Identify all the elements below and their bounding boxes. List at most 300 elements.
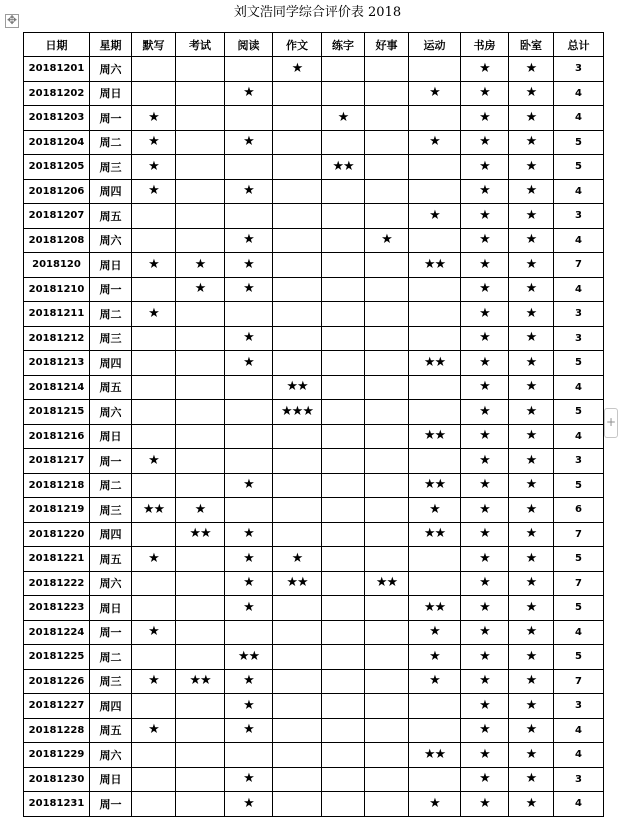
weekday-cell[interactable]: 周日 (90, 767, 132, 792)
star-cell-kaoshi[interactable] (176, 694, 225, 719)
weekday-cell[interactable]: 周六 (90, 228, 132, 253)
star-cell-zuowen[interactable] (273, 326, 322, 351)
star-cell-zuowen[interactable] (273, 424, 322, 449)
star-cell-yundong[interactable] (409, 571, 461, 596)
star-cell-yuedu[interactable] (225, 498, 273, 523)
star-cell-lianzi[interactable] (322, 694, 365, 719)
star-cell-moxie[interactable]: ★ (132, 449, 176, 474)
date-cell[interactable]: 20181223 (24, 596, 90, 621)
star-cell-haoshi[interactable] (365, 155, 409, 180)
date-cell[interactable]: 20181208 (24, 228, 90, 253)
date-cell[interactable]: 20181205 (24, 155, 90, 180)
weekday-cell[interactable]: 周二 (90, 645, 132, 670)
star-cell-yuedu[interactable]: ★ (225, 473, 273, 498)
weekday-cell[interactable]: 周二 (90, 473, 132, 498)
star-cell-kaoshi[interactable] (176, 400, 225, 425)
star-cell-kaoshi[interactable] (176, 130, 225, 155)
star-cell-kaoshi[interactable]: ★★ (176, 669, 225, 694)
star-cell-shufang[interactable]: ★ (461, 522, 509, 547)
total-cell[interactable]: 4 (554, 743, 604, 768)
star-cell-yundong[interactable] (409, 449, 461, 474)
star-cell-kaoshi[interactable] (176, 571, 225, 596)
star-cell-woshi[interactable]: ★ (509, 277, 554, 302)
star-cell-shufang[interactable]: ★ (461, 130, 509, 155)
star-cell-lianzi[interactable] (322, 449, 365, 474)
weekday-cell[interactable]: 周日 (90, 81, 132, 106)
header-composition[interactable]: 作文 (273, 33, 322, 57)
date-cell[interactable]: 20181225 (24, 645, 90, 670)
star-cell-woshi[interactable]: ★ (509, 449, 554, 474)
star-cell-yundong[interactable] (409, 547, 461, 572)
date-cell[interactable]: 20181218 (24, 473, 90, 498)
date-cell[interactable]: 20181214 (24, 375, 90, 400)
star-cell-haoshi[interactable] (365, 130, 409, 155)
star-cell-haoshi[interactable] (365, 449, 409, 474)
star-cell-yundong[interactable]: ★★ (409, 473, 461, 498)
total-cell[interactable]: 3 (554, 326, 604, 351)
star-cell-haoshi[interactable] (365, 277, 409, 302)
star-cell-moxie[interactable] (132, 694, 176, 719)
star-cell-yundong[interactable]: ★★ (409, 522, 461, 547)
star-cell-yuedu[interactable] (225, 57, 273, 82)
star-cell-moxie[interactable] (132, 522, 176, 547)
star-cell-kaoshi[interactable] (176, 718, 225, 743)
date-cell[interactable]: 2018120 (24, 253, 90, 278)
star-cell-woshi[interactable]: ★ (509, 596, 554, 621)
weekday-cell[interactable]: 周四 (90, 694, 132, 719)
weekday-cell[interactable]: 周三 (90, 155, 132, 180)
star-cell-yundong[interactable] (409, 694, 461, 719)
star-cell-haoshi[interactable] (365, 547, 409, 572)
star-cell-shufang[interactable]: ★ (461, 400, 509, 425)
header-date[interactable]: 日期 (24, 33, 90, 57)
star-cell-kaoshi[interactable]: ★★ (176, 522, 225, 547)
star-cell-lianzi[interactable] (322, 375, 365, 400)
weekday-cell[interactable]: 周五 (90, 547, 132, 572)
star-cell-kaoshi[interactable] (176, 179, 225, 204)
star-cell-yundong[interactable]: ★★ (409, 253, 461, 278)
star-cell-shufang[interactable]: ★ (461, 424, 509, 449)
date-cell[interactable]: 20181215 (24, 400, 90, 425)
star-cell-woshi[interactable]: ★ (509, 400, 554, 425)
star-cell-woshi[interactable]: ★ (509, 792, 554, 817)
star-cell-woshi[interactable]: ★ (509, 767, 554, 792)
star-cell-moxie[interactable] (132, 424, 176, 449)
star-cell-yundong[interactable] (409, 302, 461, 327)
star-cell-woshi[interactable]: ★ (509, 351, 554, 376)
star-cell-woshi[interactable]: ★ (509, 498, 554, 523)
star-cell-woshi[interactable]: ★ (509, 253, 554, 278)
star-cell-yuedu[interactable]: ★ (225, 351, 273, 376)
star-cell-lianzi[interactable] (322, 351, 365, 376)
star-cell-lianzi[interactable] (322, 473, 365, 498)
star-cell-moxie[interactable]: ★ (132, 620, 176, 645)
star-cell-yundong[interactable]: ★★ (409, 351, 461, 376)
star-cell-yuedu[interactable] (225, 155, 273, 180)
star-cell-zuowen[interactable] (273, 204, 322, 229)
star-cell-lianzi[interactable] (322, 204, 365, 229)
star-cell-zuowen[interactable]: ★★★ (273, 400, 322, 425)
star-cell-kaoshi[interactable] (176, 326, 225, 351)
header-study-room[interactable]: 书房 (461, 33, 509, 57)
star-cell-yundong[interactable] (409, 228, 461, 253)
star-cell-shufang[interactable]: ★ (461, 473, 509, 498)
star-cell-zuowen[interactable] (273, 718, 322, 743)
table-move-handle-icon[interactable]: ✥ (6, 13, 18, 27)
total-cell[interactable]: 4 (554, 718, 604, 743)
star-cell-kaoshi[interactable] (176, 302, 225, 327)
weekday-cell[interactable]: 周四 (90, 522, 132, 547)
star-cell-yundong[interactable]: ★ (409, 645, 461, 670)
star-cell-kaoshi[interactable] (176, 375, 225, 400)
star-cell-zuowen[interactable] (273, 743, 322, 768)
star-cell-lianzi[interactable] (322, 620, 365, 645)
star-cell-yuedu[interactable] (225, 204, 273, 229)
star-cell-haoshi[interactable] (365, 424, 409, 449)
add-column-icon[interactable]: + (604, 408, 618, 438)
star-cell-zuowen[interactable] (273, 522, 322, 547)
star-cell-moxie[interactable] (132, 204, 176, 229)
header-total[interactable]: 总计 (554, 33, 604, 57)
star-cell-woshi[interactable]: ★ (509, 547, 554, 572)
weekday-cell[interactable]: 周六 (90, 571, 132, 596)
star-cell-shufang[interactable]: ★ (461, 277, 509, 302)
star-cell-yuedu[interactable]: ★ (225, 571, 273, 596)
star-cell-yuedu[interactable] (225, 302, 273, 327)
star-cell-yuedu[interactable]: ★ (225, 253, 273, 278)
total-cell[interactable]: 4 (554, 179, 604, 204)
star-cell-yuedu[interactable]: ★ (225, 596, 273, 621)
date-cell[interactable]: 20181212 (24, 326, 90, 351)
star-cell-kaoshi[interactable] (176, 596, 225, 621)
star-cell-yuedu[interactable] (225, 106, 273, 131)
star-cell-yuedu[interactable] (225, 375, 273, 400)
star-cell-moxie[interactable]: ★ (132, 669, 176, 694)
star-cell-moxie[interactable]: ★ (132, 718, 176, 743)
star-cell-kaoshi[interactable] (176, 204, 225, 229)
star-cell-shufang[interactable]: ★ (461, 547, 509, 572)
star-cell-yuedu[interactable]: ★ (225, 228, 273, 253)
star-cell-moxie[interactable]: ★ (132, 547, 176, 572)
star-cell-woshi[interactable]: ★ (509, 522, 554, 547)
star-cell-shufang[interactable]: ★ (461, 179, 509, 204)
weekday-cell[interactable]: 周六 (90, 400, 132, 425)
date-cell[interactable]: 20181227 (24, 694, 90, 719)
star-cell-shufang[interactable]: ★ (461, 743, 509, 768)
star-cell-kaoshi[interactable] (176, 645, 225, 670)
star-cell-woshi[interactable]: ★ (509, 743, 554, 768)
star-cell-shufang[interactable]: ★ (461, 204, 509, 229)
star-cell-moxie[interactable]: ★ (132, 253, 176, 278)
star-cell-yuedu[interactable] (225, 620, 273, 645)
date-cell[interactable]: 20181211 (24, 302, 90, 327)
star-cell-lianzi[interactable] (322, 571, 365, 596)
star-cell-haoshi[interactable] (365, 351, 409, 376)
star-cell-lianzi[interactable] (322, 326, 365, 351)
star-cell-haoshi[interactable] (365, 400, 409, 425)
star-cell-zuowen[interactable] (273, 669, 322, 694)
star-cell-zuowen[interactable] (273, 498, 322, 523)
star-cell-shufang[interactable]: ★ (461, 645, 509, 670)
star-cell-moxie[interactable]: ★★ (132, 498, 176, 523)
header-weekday[interactable]: 星期 (90, 33, 132, 57)
star-cell-zuowen[interactable] (273, 620, 322, 645)
total-cell[interactable]: 5 (554, 547, 604, 572)
star-cell-moxie[interactable] (132, 571, 176, 596)
star-cell-zuowen[interactable] (273, 130, 322, 155)
star-cell-zuowen[interactable] (273, 277, 322, 302)
star-cell-yundong[interactable] (409, 718, 461, 743)
star-cell-lianzi[interactable] (322, 277, 365, 302)
date-cell[interactable]: 20181203 (24, 106, 90, 131)
date-cell[interactable]: 20181210 (24, 277, 90, 302)
star-cell-moxie[interactable] (132, 400, 176, 425)
star-cell-moxie[interactable] (132, 351, 176, 376)
weekday-cell[interactable]: 周三 (90, 669, 132, 694)
date-cell[interactable]: 20181202 (24, 81, 90, 106)
star-cell-shufang[interactable]: ★ (461, 694, 509, 719)
star-cell-woshi[interactable]: ★ (509, 130, 554, 155)
total-cell[interactable]: 7 (554, 571, 604, 596)
star-cell-lianzi[interactable]: ★ (322, 106, 365, 131)
star-cell-haoshi[interactable] (365, 645, 409, 670)
star-cell-yuedu[interactable]: ★ (225, 718, 273, 743)
weekday-cell[interactable]: 周一 (90, 277, 132, 302)
total-cell[interactable]: 5 (554, 400, 604, 425)
star-cell-lianzi[interactable] (322, 718, 365, 743)
star-cell-haoshi[interactable] (365, 81, 409, 106)
star-cell-zuowen[interactable] (273, 645, 322, 670)
star-cell-moxie[interactable] (132, 375, 176, 400)
star-cell-woshi[interactable]: ★ (509, 473, 554, 498)
star-cell-yuedu[interactable]: ★ (225, 522, 273, 547)
star-cell-yundong[interactable] (409, 179, 461, 204)
star-cell-yundong[interactable] (409, 155, 461, 180)
star-cell-shufang[interactable]: ★ (461, 596, 509, 621)
weekday-cell[interactable]: 周二 (90, 302, 132, 327)
star-cell-zuowen[interactable] (273, 253, 322, 278)
star-cell-woshi[interactable]: ★ (509, 424, 554, 449)
star-cell-moxie[interactable]: ★ (132, 130, 176, 155)
star-cell-kaoshi[interactable] (176, 620, 225, 645)
star-cell-yundong[interactable]: ★ (409, 130, 461, 155)
total-cell[interactable]: 5 (554, 645, 604, 670)
star-cell-lianzi[interactable] (322, 302, 365, 327)
star-cell-kaoshi[interactable] (176, 792, 225, 817)
star-cell-haoshi[interactable] (365, 669, 409, 694)
star-cell-yundong[interactable]: ★ (409, 669, 461, 694)
star-cell-yuedu[interactable] (225, 449, 273, 474)
star-cell-yundong[interactable]: ★ (409, 620, 461, 645)
total-cell[interactable]: 5 (554, 596, 604, 621)
header-calligraphy[interactable]: 练字 (322, 33, 365, 57)
star-cell-zuowen[interactable] (273, 596, 322, 621)
star-cell-haoshi[interactable] (365, 106, 409, 131)
star-cell-woshi[interactable]: ★ (509, 620, 554, 645)
date-cell[interactable]: 20181213 (24, 351, 90, 376)
header-reading[interactable]: 阅读 (225, 33, 273, 57)
weekday-cell[interactable]: 周四 (90, 351, 132, 376)
star-cell-woshi[interactable]: ★ (509, 57, 554, 82)
star-cell-kaoshi[interactable] (176, 743, 225, 768)
star-cell-zuowen[interactable]: ★ (273, 57, 322, 82)
star-cell-zuowen[interactable] (273, 228, 322, 253)
total-cell[interactable]: 7 (554, 522, 604, 547)
date-cell[interactable]: 20181217 (24, 449, 90, 474)
star-cell-moxie[interactable]: ★ (132, 106, 176, 131)
star-cell-haoshi[interactable] (365, 253, 409, 278)
star-cell-yuedu[interactable]: ★ (225, 179, 273, 204)
total-cell[interactable]: 5 (554, 155, 604, 180)
date-cell[interactable]: 20181226 (24, 669, 90, 694)
star-cell-zuowen[interactable] (273, 155, 322, 180)
weekday-cell[interactable]: 周一 (90, 620, 132, 645)
star-cell-kaoshi[interactable] (176, 767, 225, 792)
total-cell[interactable]: 7 (554, 669, 604, 694)
star-cell-zuowen[interactable] (273, 351, 322, 376)
star-cell-shufang[interactable]: ★ (461, 620, 509, 645)
star-cell-lianzi[interactable] (322, 424, 365, 449)
star-cell-kaoshi[interactable] (176, 81, 225, 106)
star-cell-zuowen[interactable]: ★★ (273, 571, 322, 596)
star-cell-kaoshi[interactable] (176, 106, 225, 131)
weekday-cell[interactable]: 周三 (90, 498, 132, 523)
date-cell[interactable]: 20181231 (24, 792, 90, 817)
star-cell-yundong[interactable]: ★★ (409, 743, 461, 768)
total-cell[interactable]: 3 (554, 767, 604, 792)
total-cell[interactable]: 4 (554, 424, 604, 449)
star-cell-woshi[interactable]: ★ (509, 302, 554, 327)
total-cell[interactable]: 4 (554, 620, 604, 645)
weekday-cell[interactable]: 周五 (90, 204, 132, 229)
star-cell-shufang[interactable]: ★ (461, 302, 509, 327)
total-cell[interactable]: 3 (554, 449, 604, 474)
star-cell-yundong[interactable]: ★★ (409, 424, 461, 449)
date-cell[interactable]: 20181216 (24, 424, 90, 449)
star-cell-woshi[interactable]: ★ (509, 106, 554, 131)
star-cell-yuedu[interactable]: ★ (225, 326, 273, 351)
header-exercise[interactable]: 运动 (409, 33, 461, 57)
date-cell[interactable]: 20181229 (24, 743, 90, 768)
star-cell-shufang[interactable]: ★ (461, 669, 509, 694)
star-cell-yuedu[interactable] (225, 743, 273, 768)
star-cell-yuedu[interactable]: ★ (225, 792, 273, 817)
total-cell[interactable]: 4 (554, 277, 604, 302)
star-cell-haoshi[interactable] (365, 792, 409, 817)
star-cell-shufang[interactable]: ★ (461, 792, 509, 817)
star-cell-moxie[interactable] (132, 596, 176, 621)
star-cell-haoshi[interactable]: ★★ (365, 571, 409, 596)
star-cell-moxie[interactable] (132, 792, 176, 817)
star-cell-kaoshi[interactable] (176, 57, 225, 82)
star-cell-haoshi[interactable] (365, 620, 409, 645)
date-cell[interactable]: 20181204 (24, 130, 90, 155)
star-cell-moxie[interactable]: ★ (132, 302, 176, 327)
total-cell[interactable]: 4 (554, 106, 604, 131)
star-cell-lianzi[interactable] (322, 767, 365, 792)
star-cell-yuedu[interactable]: ★ (225, 81, 273, 106)
star-cell-yundong[interactable] (409, 400, 461, 425)
star-cell-yundong[interactable]: ★ (409, 792, 461, 817)
star-cell-haoshi[interactable] (365, 204, 409, 229)
star-cell-shufang[interactable]: ★ (461, 81, 509, 106)
star-cell-shufang[interactable]: ★ (461, 449, 509, 474)
star-cell-zuowen[interactable]: ★★ (273, 375, 322, 400)
header-bedroom[interactable]: 卧室 (509, 33, 554, 57)
star-cell-haoshi[interactable] (365, 767, 409, 792)
weekday-cell[interactable]: 周日 (90, 253, 132, 278)
header-good-deeds[interactable]: 好事 (365, 33, 409, 57)
total-cell[interactable]: 4 (554, 81, 604, 106)
date-cell[interactable]: 20181228 (24, 718, 90, 743)
star-cell-woshi[interactable]: ★ (509, 571, 554, 596)
star-cell-lianzi[interactable] (322, 669, 365, 694)
star-cell-moxie[interactable] (132, 473, 176, 498)
star-cell-moxie[interactable] (132, 326, 176, 351)
star-cell-woshi[interactable]: ★ (509, 718, 554, 743)
star-cell-kaoshi[interactable] (176, 155, 225, 180)
star-cell-shufang[interactable]: ★ (461, 718, 509, 743)
star-cell-yuedu[interactable]: ★ (225, 547, 273, 572)
star-cell-yuedu[interactable] (225, 424, 273, 449)
date-cell[interactable]: 20181201 (24, 57, 90, 82)
star-cell-lianzi[interactable] (322, 645, 365, 670)
total-cell[interactable]: 3 (554, 204, 604, 229)
star-cell-haoshi[interactable] (365, 596, 409, 621)
star-cell-woshi[interactable]: ★ (509, 694, 554, 719)
star-cell-yuedu[interactable]: ★ (225, 694, 273, 719)
star-cell-zuowen[interactable] (273, 694, 322, 719)
weekday-cell[interactable]: 周三 (90, 326, 132, 351)
star-cell-shufang[interactable]: ★ (461, 57, 509, 82)
star-cell-kaoshi[interactable] (176, 547, 225, 572)
date-cell[interactable]: 20181206 (24, 179, 90, 204)
date-cell[interactable]: 20181230 (24, 767, 90, 792)
star-cell-lianzi[interactable] (322, 547, 365, 572)
star-cell-moxie[interactable] (132, 767, 176, 792)
weekday-cell[interactable]: 周一 (90, 792, 132, 817)
star-cell-yundong[interactable] (409, 277, 461, 302)
star-cell-zuowen[interactable]: ★ (273, 547, 322, 572)
star-cell-zuowen[interactable] (273, 473, 322, 498)
star-cell-lianzi[interactable] (322, 57, 365, 82)
star-cell-yundong[interactable]: ★ (409, 498, 461, 523)
weekday-cell[interactable]: 周五 (90, 375, 132, 400)
star-cell-haoshi[interactable] (365, 473, 409, 498)
star-cell-haoshi[interactable]: ★ (365, 228, 409, 253)
star-cell-haoshi[interactable] (365, 498, 409, 523)
total-cell[interactable]: 4 (554, 375, 604, 400)
star-cell-yuedu[interactable]: ★ (225, 130, 273, 155)
star-cell-kaoshi[interactable] (176, 473, 225, 498)
date-cell[interactable]: 20181207 (24, 204, 90, 229)
total-cell[interactable]: 6 (554, 498, 604, 523)
star-cell-kaoshi[interactable] (176, 351, 225, 376)
star-cell-yuedu[interactable]: ★ (225, 669, 273, 694)
star-cell-shufang[interactable]: ★ (461, 155, 509, 180)
total-cell[interactable]: 4 (554, 228, 604, 253)
star-cell-lianzi[interactable] (322, 81, 365, 106)
weekday-cell[interactable]: 周日 (90, 424, 132, 449)
star-cell-yundong[interactable]: ★ (409, 204, 461, 229)
star-cell-lianzi[interactable] (322, 253, 365, 278)
star-cell-lianzi[interactable] (322, 400, 365, 425)
star-cell-haoshi[interactable] (365, 743, 409, 768)
star-cell-haoshi[interactable] (365, 326, 409, 351)
star-cell-haoshi[interactable] (365, 375, 409, 400)
star-cell-shufang[interactable]: ★ (461, 351, 509, 376)
star-cell-kaoshi[interactable]: ★ (176, 277, 225, 302)
